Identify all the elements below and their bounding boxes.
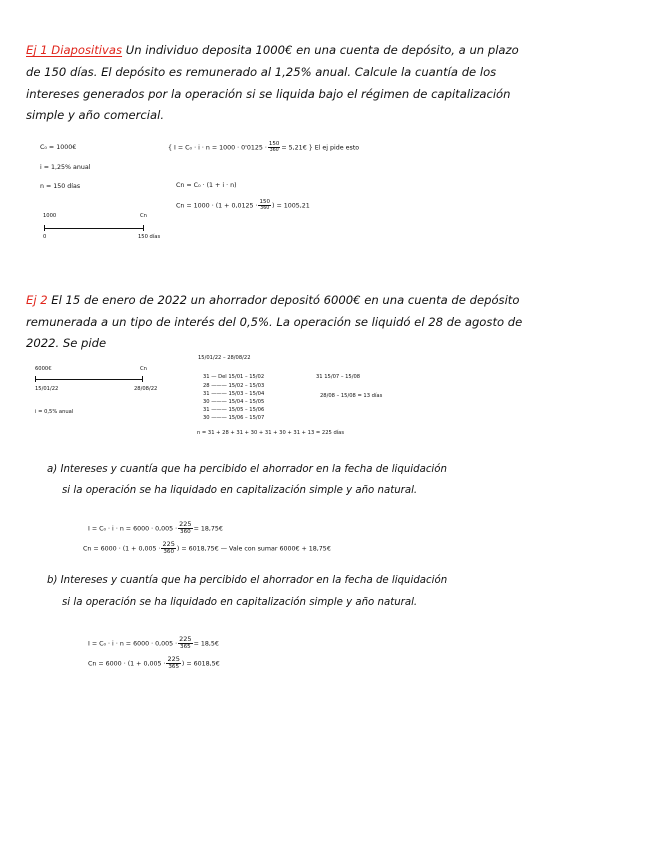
ej1-interest-prefix: { I = C₀ · i · n = 1000 · 0'0125 · [168,144,267,152]
ej1-interest-frac-num: 150 [268,141,280,147]
ej1-data-i: i = 1,25% anual [40,164,91,171]
ej2-statement-line2: remunerada a un tipo de interés del 0,5%. La operación se liquidó el 28 de agosto de [26,315,523,329]
ej1-cn-result: ) = 1005,21 [271,202,310,210]
ej2-part-b-cn [88,656,220,671]
ej2-part-a-line1: a) Intereses y cuantía que ha percibido el ahorrador en la fecha de liquidación [47,464,447,475]
ej1-interest-result: = 5,21€ } El ej pide esto [281,144,360,152]
ej2-a-interest-prefix: I = C₀ · i · n = 6000 · 0,005 · [88,525,178,533]
ej2-timeline-end-date: 28/08/22 [134,386,158,392]
ej1-timeline-tick-end [143,225,144,231]
ej2-b-cn-num: 225 [167,655,180,663]
ej2-days-row-1: 31 — Del 15/01 – 15/02 [203,374,265,380]
ej2-statement-line3: 2022. Se pide [26,336,107,350]
ej1-interest-fraction [268,141,281,154]
ej1-timeline-start-value: 1000 [43,213,57,219]
ej2-b-cn-den: 365 [168,664,180,670]
ej2-a-cn-fraction [161,541,175,556]
ej1-data-n: n = 150 días [40,183,81,190]
ej1-cn-calc [176,199,310,212]
ej2-timeline-start-date: 15/01/22 [35,386,59,392]
ej1-timeline-axis [44,228,144,229]
ej2-b-interest-num: 225 [179,635,192,643]
ej1-statement-line3: intereses generados por la operación si se liquida bajo el régimen de capitalización [26,87,511,101]
ej2-timeline-tick-end [142,376,143,382]
ej1-interest-formula [168,141,359,154]
ej1-cn-formula: Cn = C₀ · (1 + i · n) [176,182,237,189]
ej2-b-interest-den: 365 [180,644,191,650]
ej2-days-row-3: 31 ——— 15/03 – 15/04 [203,391,265,397]
ej1-title: Ej 1 Diapositivas [26,43,123,57]
ej2-a-note: — Vale con sumar 6000€ + 18,75€ [220,545,331,553]
ej2-days-total: n = 31 + 28 + 31 + 30 + 31 + 30 + 31 + 13 = 225 días [197,430,345,436]
ej2-days-row-5: 31 ——— 15/05 – 15/06 [203,407,265,413]
ej1-statement-line4: simple y año comercial. [26,108,164,122]
ej2-statement-line1 [26,290,519,310]
ej1-interest-frac-den: 360 [269,148,279,153]
ej2-a-interest-result: = 18,75€ [193,525,223,533]
ej2-days-right-2: 28/08 – 15/08 = 13 días [320,393,383,399]
ej2-b-cn-prefix: Cn = 6000 · (1 + 0,005 · [88,660,166,668]
ej2-part-b-interest [88,636,219,651]
ej2-b-interest-fraction [178,636,192,651]
ej2-part-a-interest [88,521,223,536]
ej2-days-row-6: 30 ——— 15/06 – 15/07 [203,415,265,421]
ej2-b-interest-result: = 18,5€ [193,640,219,648]
ej1-cn-fraction [258,199,271,212]
ej1-statement-line1 [26,40,519,60]
ej2-b-interest-prefix: I = C₀ · i · n = 6000 · 0,005 · [88,640,178,648]
ej1-statement-line2: de 150 días. El depósito es remunerado al 1,25% anual. Calcule la cuantía de los [26,65,497,79]
ej2-b-cn-result: ) = 6018,5€ [181,660,220,668]
ej2-days-row-4: 30 ——— 15/04 – 15/05 [203,399,265,405]
ej2-a-cn-result: ) = 6018,75€ [176,545,219,553]
ej1-timeline-tick-start [44,225,45,231]
ej2-text-1: El 15 de enero de 2022 un ahorrador depositó 6000€ en una cuenta de depósito [51,293,520,307]
ej2-part-a-line2: si la operación se ha liquidado en capitalización simple y año natural. [62,485,418,496]
ej2-a-cn-num: 225 [162,540,175,548]
ej2-days-right-1: 31 15/07 – 15/08 [316,374,361,380]
ej2-part-b-line2: si la operación se ha liquidado en capitalización simple y año natural. [62,597,418,608]
ej2-timeline-axis [35,379,143,380]
ej2-part-b-line1: b) Intereses y cuantía que ha percibido el ahorrador en la fecha de liquidación [47,575,448,586]
ej2-timeline-tick-start [35,376,36,382]
ej1-text-1: Un individuo deposita 1000€ en una cuenta de depósito, a un plazo [125,43,519,57]
ej2-a-interest-num: 225 [179,520,192,528]
ej2-rate: i = 0,5% anual [35,409,74,415]
ej2-a-interest-den: 360 [180,529,191,535]
ej1-timeline-start-label: 0 [43,234,47,240]
ej1-cn-frac-num: 150 [259,199,270,205]
ej2-date-range: 15/01/22 – 28/08/22 [198,355,251,361]
ej1-timeline-end-label: 150 días [138,234,161,240]
ej2-days-row-2: 28 ——— 15/02 – 15/03 [203,383,265,389]
ej2-timeline-end-value: Cn [140,366,147,372]
ej2-timeline-start-value: 6000€ [35,366,52,372]
ej1-cn-frac-den: 360 [260,206,270,211]
ej1-data-c0: C₀ = 1000€ [40,144,77,151]
ej2-title: Ej 2 [26,293,48,307]
ej1-cn-prefix: Cn = 1000 · (1 + 0,0125 · [176,202,258,210]
ej2-part-a-cn [83,541,331,556]
ej2-a-interest-fraction [178,521,192,536]
ej1-timeline-end-value: Cn [140,213,147,219]
ej2-a-cn-den: 360 [163,549,175,555]
ej2-b-cn-fraction [166,656,180,671]
ej2-a-cn-prefix: Cn = 6000 · (1 + 0,005 · [83,545,161,553]
